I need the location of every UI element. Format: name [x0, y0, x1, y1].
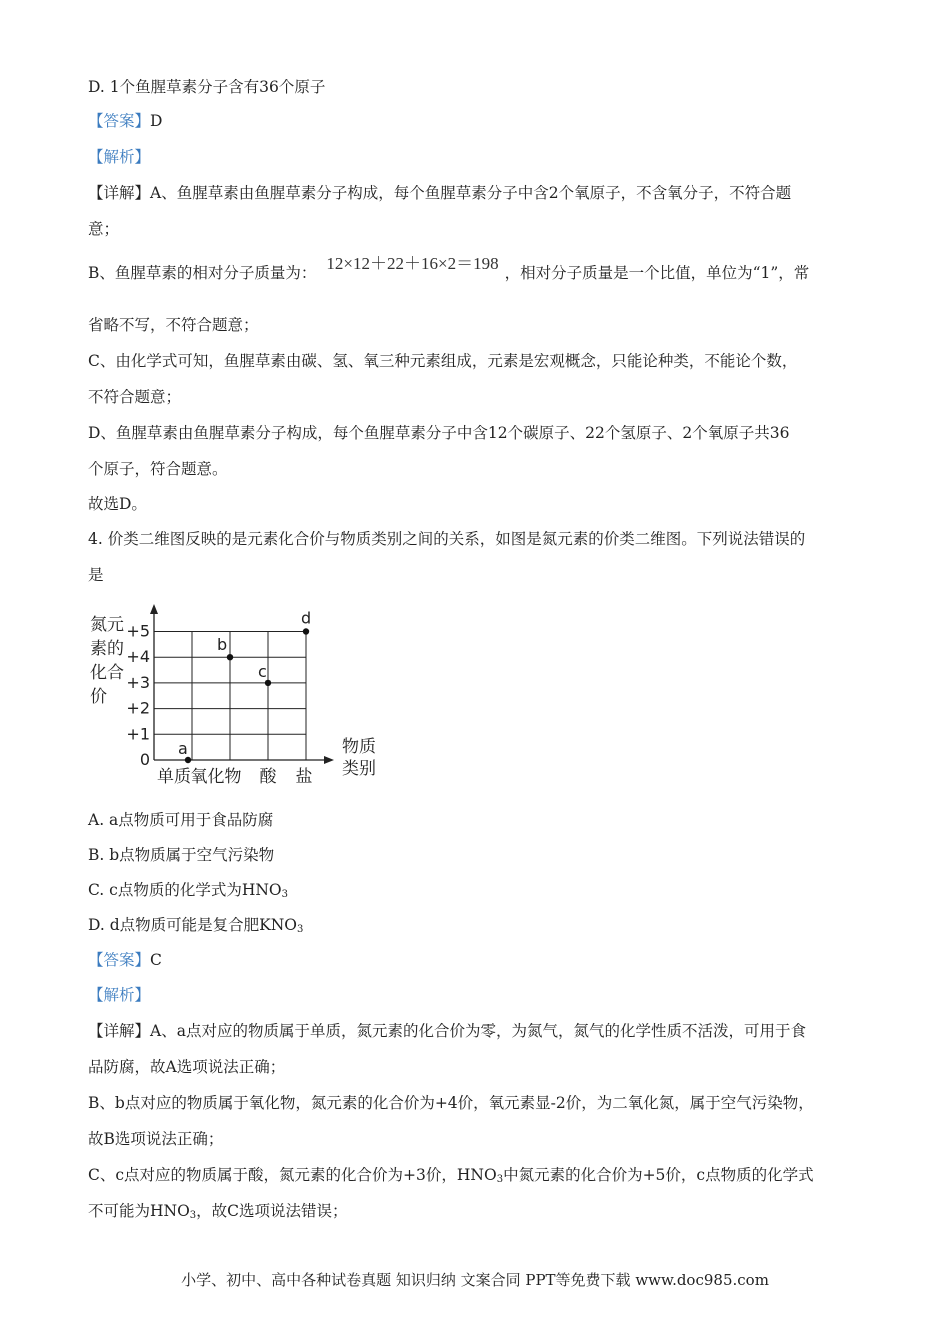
q4-option-c [88, 880, 288, 905]
option-text: D. d点物质可能是复合肥KNO [88, 916, 298, 934]
q4-analysis-tag: 【解析】 [88, 986, 151, 1004]
x-axis-label: 类别 [342, 759, 376, 779]
q3-detail-a1 [88, 183, 791, 203]
detail-text: A、鱼腥草素由鱼腥草素分子构成，每个鱼腥草素分子中含2个氧原子，不含氧分子，不符合题 [150, 184, 792, 202]
answer-tag: 【答案】 [88, 951, 151, 969]
q4-detail-b1: B、b点对应的物质属于氧化物，氮元素的化合价为+4价，氧元素显-2价，为二氧化氮，属于空气污染物， [88, 1094, 814, 1112]
page-footer: 小学、初中、高中各种试卷真题 知识归纳 文案合同 PPT等免费下载 www.doc985.com [181, 1271, 769, 1289]
q3-analysis-tag: 【解析】 [88, 148, 151, 166]
subscript: 3 [496, 1174, 504, 1185]
q4-detail-b2: 故B选项说法正确； [88, 1130, 224, 1148]
answer-tag: 【答案】 [88, 112, 151, 130]
y-tick-label: +5 [126, 621, 150, 641]
point-label: a [178, 739, 188, 758]
detail-text: A、a点对应的物质属于单质，氮元素的化合价为零，为氮气，氮气的化学性质不活泼，可用于食 [150, 1022, 806, 1040]
q3-detail-c1: C、由化学式可知，鱼腥草素由碳、氢、氧三种元素组成，元素是宏观概念，只能论种类，不能论个数， [88, 352, 798, 370]
y-axis-arrow [150, 604, 158, 614]
molar-mass-formula: 12×12＋22＋16×2＝198 [326, 254, 499, 273]
detail-text: ，故C选项说法错误； [196, 1202, 348, 1220]
answer-value: D [150, 112, 163, 130]
q3-conclusion: 故选D。 [88, 495, 147, 513]
subscript: 3 [281, 889, 289, 900]
detail-tag: 【详解】 [88, 184, 151, 202]
point-label: c [258, 661, 267, 681]
detail-text: C、c点对应的物质属于酸，氮元素的化合价为+3价，HNO [88, 1166, 497, 1184]
detail-tag: 【详解】 [88, 1022, 151, 1040]
x-category-label: 酸 [259, 767, 277, 787]
detail-text: 不可能为HNO [88, 1202, 190, 1220]
q3-detail-b1 [88, 254, 810, 283]
subscript: 3 [189, 1210, 197, 1221]
q3-detail-d2: 个原子，符合题意。 [88, 460, 228, 478]
point-label: d [301, 608, 312, 628]
y-tick-label: +3 [126, 672, 150, 692]
answer-value: C [150, 951, 162, 969]
q4-option-a: A. a点物质可用于食品防腐 [88, 811, 274, 829]
q3-detail-d1: D、鱼腥草素由鱼腥草素分子构成，每个鱼腥草素分子中含12个碳原子、22个氢原子、2个氧原子共36 [88, 424, 790, 442]
y-axis-label: 氮元 [90, 615, 124, 635]
q3-option-d: D. 1个鱼腥草素分子含有36个原子 [88, 78, 326, 96]
y-tick-label: +1 [126, 724, 150, 744]
q4-detail-c2 [88, 1201, 348, 1226]
option-text: C. c点物质的化学式为HNO [88, 881, 282, 899]
x-axis-arrow [324, 756, 334, 764]
q4-stem-line1: 4. 价类二维图反映的是元素化合价与物质类别之间的关系，如图是氮元素的价类二维图。下列说法错误的 [88, 530, 806, 548]
y-axis-label: 价 [90, 687, 107, 707]
q4-option-b: B. b点物质属于空气污染物 [88, 846, 275, 864]
q3-detail-b2: 省略不写，不符合题意； [88, 316, 259, 334]
y-axis-label: 素的 [90, 639, 124, 659]
subscript: 3 [297, 924, 304, 935]
q3-detail-a2: 意； [88, 220, 120, 238]
q4-detail-c1 [88, 1165, 814, 1190]
q3-answer [88, 111, 162, 131]
x-category-label: 单质 [157, 767, 191, 787]
q3-detail-c2: 不符合题意； [88, 388, 182, 406]
y-tick-label: 0 [139, 750, 150, 769]
q4-option-d [88, 915, 303, 940]
data-point-d [303, 628, 309, 634]
data-point-b [227, 654, 233, 660]
x-category-label: 盐 [295, 767, 313, 787]
y-tick-label: +2 [126, 698, 150, 718]
q4-detail-a2: 品防腐，故A选项说法正确； [88, 1058, 286, 1076]
detail-text: ，相对分子质量是一个比值，单位为“1”，常 [504, 264, 810, 282]
y-axis-label: 化合 [90, 663, 124, 683]
point-label: b [217, 635, 228, 655]
detail-text: B、鱼腥草素的相对分子质量为： [88, 264, 317, 282]
x-axis-label: 物质 [342, 737, 376, 757]
x-category-label: 氧化物 [190, 767, 242, 787]
q4-detail-a1 [88, 1021, 806, 1041]
q4-answer [88, 950, 162, 970]
valence-class-chart [86, 600, 386, 790]
y-tick-label: +4 [126, 647, 150, 667]
q4-stem-line2: 是 [88, 566, 104, 584]
detail-text: 中氮元素的化合价为+5价，c点物质的化学式 [503, 1166, 814, 1184]
